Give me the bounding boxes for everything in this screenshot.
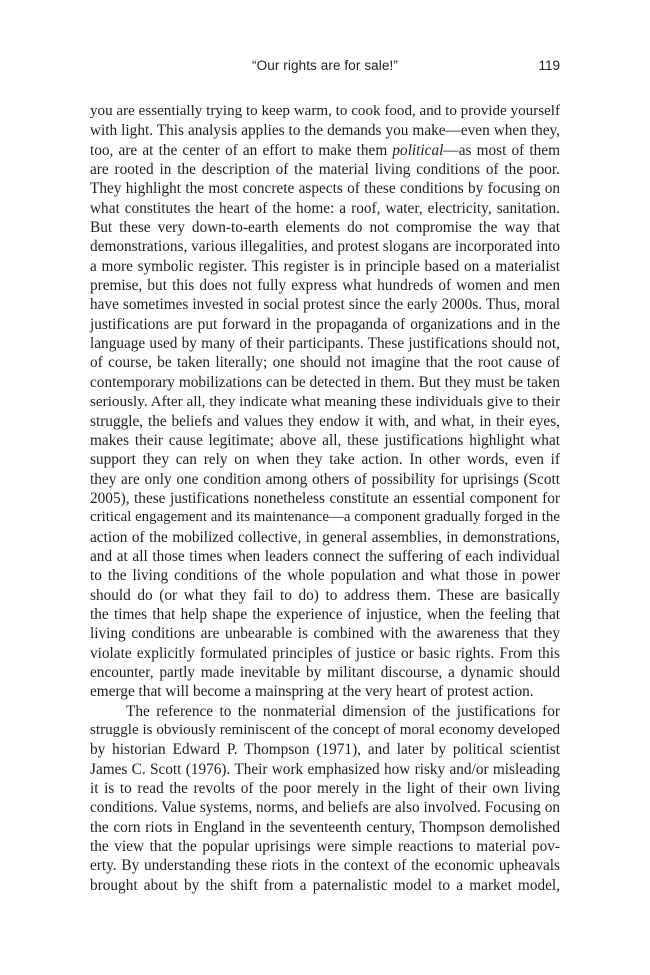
text-segment: violate explicitly formulated principles of justice or basic rights. From this: [90, 644, 560, 662]
text-line: [90, 856, 560, 875]
running-title: “Our rights are for sale!”: [252, 58, 398, 73]
text-line: [90, 508, 560, 527]
text-segment: should do (or what they fail to do) to address them. These are basically: [90, 586, 560, 604]
text-segment: seriously. After all, they indicate what meaning these individuals give to their: [90, 393, 561, 411]
text-segment: erty. By understanding these riots in the context of the economic upheavals: [90, 857, 560, 875]
text-segment: have sometimes invested in social protest since the early 2000s. Thus, moral: [90, 296, 560, 314]
text-segment: you are essentially trying to keep warm, to cook food, and to provide yourself: [90, 103, 560, 119]
text-segment: by historian Edward P. Thompson (1971), and later by political scientist: [90, 741, 560, 759]
text-segment: emerge that will become a mainspring at the very heart of protest action.: [90, 683, 534, 701]
text-segment: brought about by the shift from a paternalistic model to a market model,: [90, 876, 560, 894]
text-segment: with light. This analysis applies to the demands you make—even when they,: [90, 122, 560, 140]
text-line: [90, 837, 560, 856]
text-line: [90, 450, 560, 469]
text-segment: premise, but this does not fully express what hundreds of women and men: [90, 277, 560, 295]
text-segment: the view that the popular uprisings were simple reactions to material pov-: [90, 838, 560, 856]
text-segment: a more symbolic register. This register is in principle based on a materialist: [90, 257, 560, 275]
text-segment: critical engagement and its maintenance—a component gradually forged in the: [90, 509, 560, 526]
text-line: [90, 605, 560, 624]
text-segment: the times that help shape the experience of injustice, when the feeling that: [90, 605, 560, 623]
text-line: [90, 276, 560, 295]
text-line: [90, 798, 560, 817]
text-line: [90, 663, 560, 682]
text-segment: conditions. Value systems, norms, and beliefs are also involved. Focusing on: [90, 799, 560, 817]
text-line: [90, 237, 560, 256]
text-segment: encounter, partly made inevitable by militant discourse, a dynamic should: [90, 663, 560, 681]
text-line: [90, 353, 560, 372]
text-line: [90, 218, 560, 237]
text-line: [90, 586, 560, 605]
text-line: [90, 199, 560, 218]
text-segment: and at all those times when leaders connect the suffering of each individual: [90, 547, 560, 565]
text-segment: struggle, the beliefs and values they endow it with, and what, in their eyes,: [90, 412, 560, 430]
text-line: [90, 373, 560, 392]
text-line: [90, 528, 560, 547]
text-segment: But these very down-to-earth elements do not compromise the way that: [90, 219, 560, 237]
text-line: [90, 179, 560, 198]
text-line: [90, 682, 560, 701]
text-line: [90, 547, 560, 566]
text-line: [90, 121, 560, 140]
text-segment: of course, be taken literally; one should not imagine that the root cause of: [90, 354, 560, 372]
text-segment: the corn riots in England in the seventeenth century, Thompson demolished: [90, 818, 560, 836]
body-text: [90, 102, 560, 895]
text-segment: justifications are put forward in the propaganda of organizations and in the: [90, 315, 560, 333]
text-line: [90, 141, 560, 160]
text-line: [90, 160, 560, 179]
text-line: [90, 315, 560, 334]
text-segment: They highlight the most concrete aspects of these conditions by focusing on: [90, 180, 560, 198]
text-line: [90, 740, 560, 759]
text-line: [90, 876, 560, 895]
text-line: [90, 102, 560, 121]
text-line: [90, 295, 560, 314]
text-line: [90, 760, 560, 779]
text-line: [90, 334, 560, 353]
text-segment: The reference to the nonmaterial dimension of the justifications for: [126, 702, 560, 720]
text-segment: it is to read the revolts of the poor merely in the light of their own living: [90, 780, 560, 798]
text-segment: they are only one condition among others of possibility for uprisings (Scott: [90, 470, 560, 488]
italic-text: political: [392, 141, 444, 159]
text-line: [90, 644, 560, 663]
text-line: [90, 431, 560, 450]
text-line: [90, 257, 560, 276]
text-line: [90, 624, 560, 643]
text-line: [90, 818, 560, 837]
text-segment: to the living conditions of the whole population and what those in power: [90, 567, 560, 585]
text-line: [90, 470, 560, 489]
text-segment: demonstrations, various illegalities, and protest slogans are incorporated into: [90, 238, 560, 256]
text-segment: living conditions are unbearable is combined with the awareness that they: [90, 625, 560, 643]
text-segment: action of the mobilized collective, in general assemblies, in demonstrations,: [90, 528, 560, 546]
text-segment: contemporary mobilizations can be detected in them. But they must be taken: [90, 373, 560, 391]
text-line: [90, 702, 560, 721]
text-segment: language used by many of their participants. These justifications should not,: [90, 335, 560, 353]
text-segment: 2005), these justifications nonetheless constitute an essential component for: [90, 489, 560, 507]
page-number: 119: [538, 58, 560, 73]
text-segment: are rooted in the description of the material living conditions of the poor.: [90, 161, 560, 179]
text-segment: —as most of them: [443, 141, 560, 159]
text-line: [90, 489, 560, 508]
text-segment: James C. Scott (1976). Their work emphasized how risky and/or misleading: [90, 760, 560, 778]
text-segment: struggle is obviously reminiscent of the concept of moral economy developed: [90, 722, 560, 738]
text-line: [90, 721, 560, 740]
text-line: [90, 392, 560, 411]
text-line: [90, 779, 560, 798]
text-line: [90, 566, 560, 585]
running-head: [90, 58, 560, 78]
text-segment: makes their cause legitimate; above all, these justifications highlight what: [90, 431, 560, 449]
text-segment: support they can rely on when they take action. In other words, even if: [90, 451, 560, 469]
text-segment: what constitutes the heart of the home: a roof, water, electricity, sanitation.: [90, 199, 560, 217]
text-line: [90, 412, 560, 431]
text-segment: too, are at the center of an effort to make them: [90, 141, 393, 159]
